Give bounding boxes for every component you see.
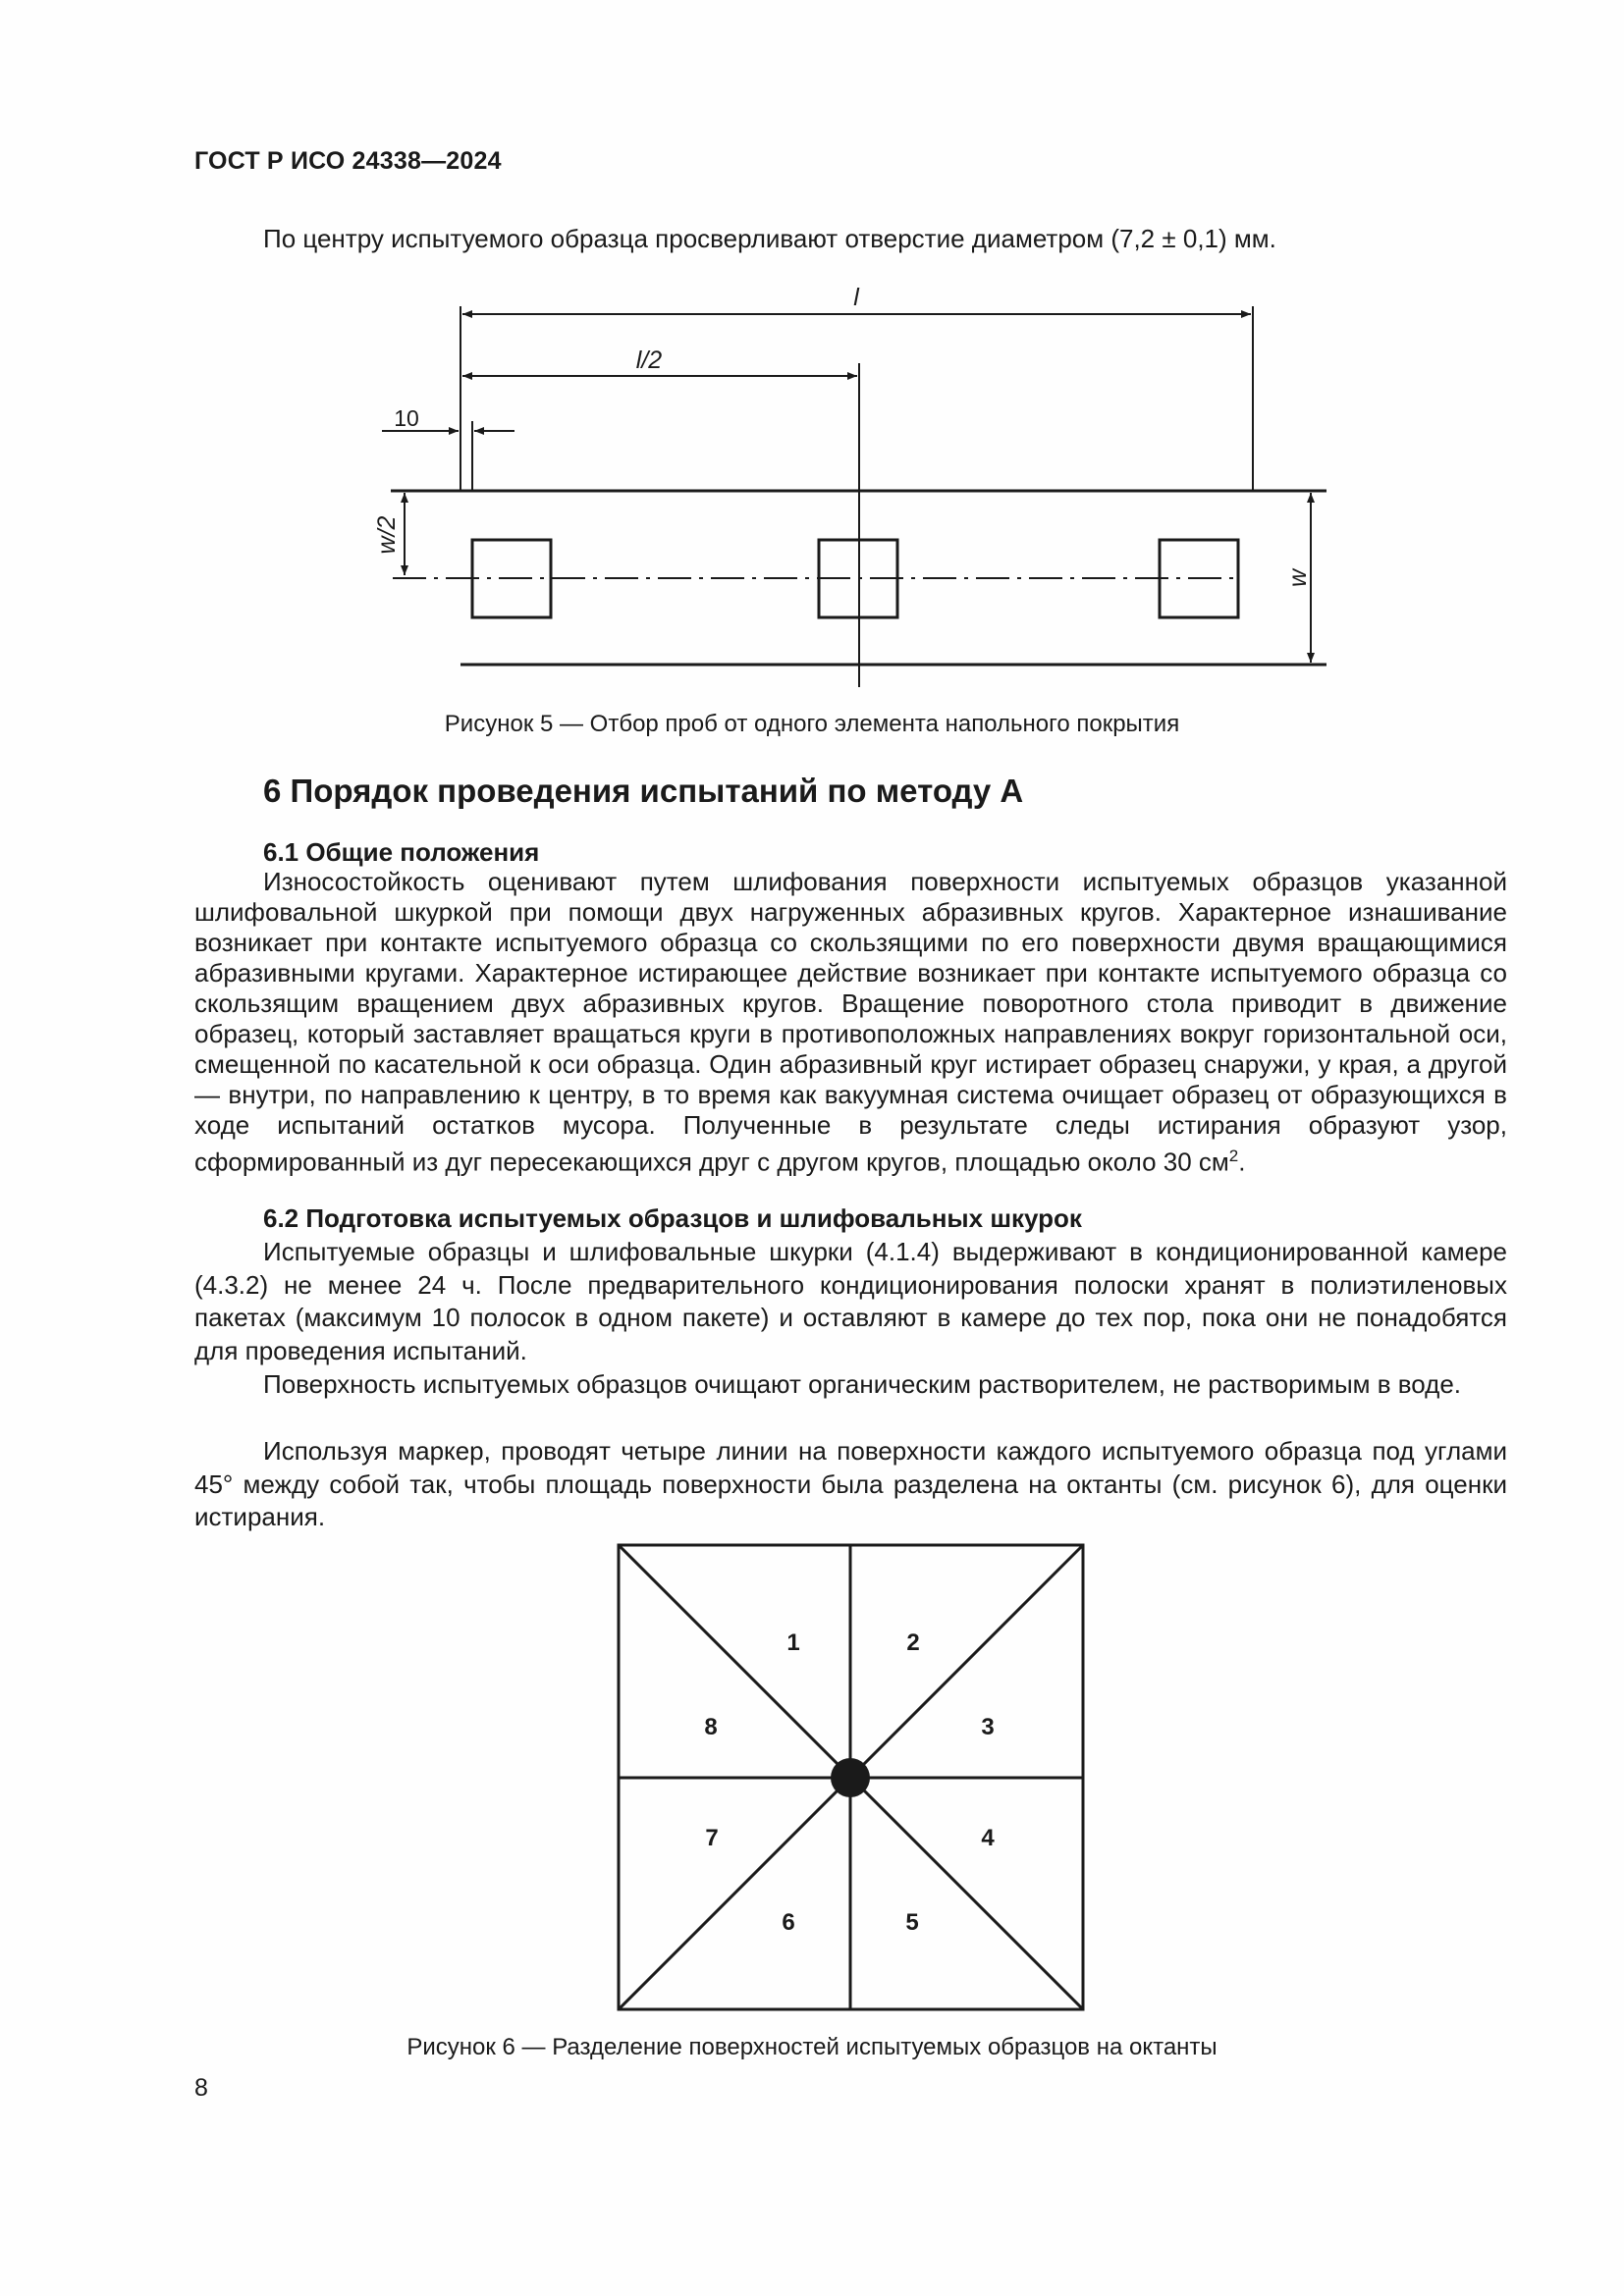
document-header: ГОСТ Р ИСО 24338—2024 (194, 147, 502, 175)
octant-square-border (619, 1545, 1083, 2009)
section-6-1-period: . (1238, 1147, 1246, 1177)
section-6-2-title: 6.2 Подготовка испытуемых образцов и шлифовальных шкурок (263, 1203, 1082, 1233)
section-6-2-paragraph-3: Используя маркер, проводят четыре линии на поверхности каждого испытуемого образца под углами 45° между собой так, чтобы площадь поверхности была разделена на октанты (см. рисунок 6), для оценки истирания. (194, 1436, 1507, 1531)
octant-label-2: 2 (906, 1629, 920, 1656)
intro-paragraph: По центру испытуемого образца просверливают отверстие диаметром (7,2 ± 0,1) мм. (263, 224, 1276, 253)
octant-diagonal-1 (619, 1545, 1083, 2009)
octant-label-6: 6 (782, 1909, 795, 1936)
label-w: w (1284, 568, 1312, 588)
section-6-1-superscript: 2 (1228, 1147, 1239, 1165)
section-6-1-title: 6.1 Общие положения (263, 837, 540, 867)
octant-label-3: 3 (981, 1714, 995, 1740)
section-6-title: 6 Порядок проведения испытаний по методу А (263, 773, 1024, 809)
page-number: 8 (194, 2074, 208, 2102)
octant-label-5: 5 (905, 1909, 919, 1936)
label-w-half: w/2 (373, 515, 401, 555)
figure-5-caption: Рисунок 5 — Отбор проб от одного элемента напольного покрытия (444, 711, 1180, 737)
label-l-half: l/2 (635, 347, 663, 374)
octant-label-1: 1 (786, 1629, 800, 1656)
octant-diagonal-2 (619, 1545, 1083, 2009)
octant-label-7: 7 (705, 1825, 719, 1851)
section-6-1-text: Износостойкость оценивают путем шлифования поверхности испытуемых образцов указанной шлифовальной шкуркой при помощи двух нагруженных абразивных кругов. Характерное изнашивание возникает при контакте испытуемого образца со скользящими по его поверхности двумя вращающимися абразивными кругами. Характерное истирающее действие возникает при контакте испытуемого образца со скользящим вращением двух абразивных кругов. Вращение поворотного стола приводит в движение образец, который заставляет вращаться круги в противоположных направлениях вокруг горизонтальной оси, смещенной по касательной к оси образца. Один абразивный круг истирает образец снаружи, у края, а другой — внутри, по направлению к центру, в то время как вакуумная система очищает образец от образующихся в ходе испытаний остатков мусора. Полученные в результате следы истирания образуют узор, сформированный из дуг пересекающихся друг с другом кругов, площадью около 30 см (194, 867, 1507, 1177)
octant-label-8: 8 (704, 1714, 718, 1740)
center-point (831, 1758, 870, 1797)
label-10: 10 (394, 405, 419, 431)
section-6-2-paragraph-1: Испытуемые образцы и шлифовальные шкурки (4.1.4) выдерживают в кондиционированной камере (4.3.2) не менее 24 ч. После предварительного кондиционирования полоски хранят в полиэтиленовых пакетах (максимум 10 полосок в одном пакете) и оставляют в камере до тех пор, пока они не понадобятся для проведения испытаний. (194, 1237, 1507, 1365)
figure-5-diagram (0, 0, 1624, 707)
section-6-2-paragraph-2: Поверхность испытуемых образцов очищают органическим растворителем, не растворимым в воде. (263, 1369, 1462, 1399)
figure-6-caption: Рисунок 6 — Разделение поверхностей испытуемых образцов на октанты (406, 2034, 1218, 2060)
label-l: l (853, 284, 859, 311)
octant-label-4: 4 (981, 1825, 995, 1851)
section-6-1-paragraph (194, 867, 1507, 1178)
